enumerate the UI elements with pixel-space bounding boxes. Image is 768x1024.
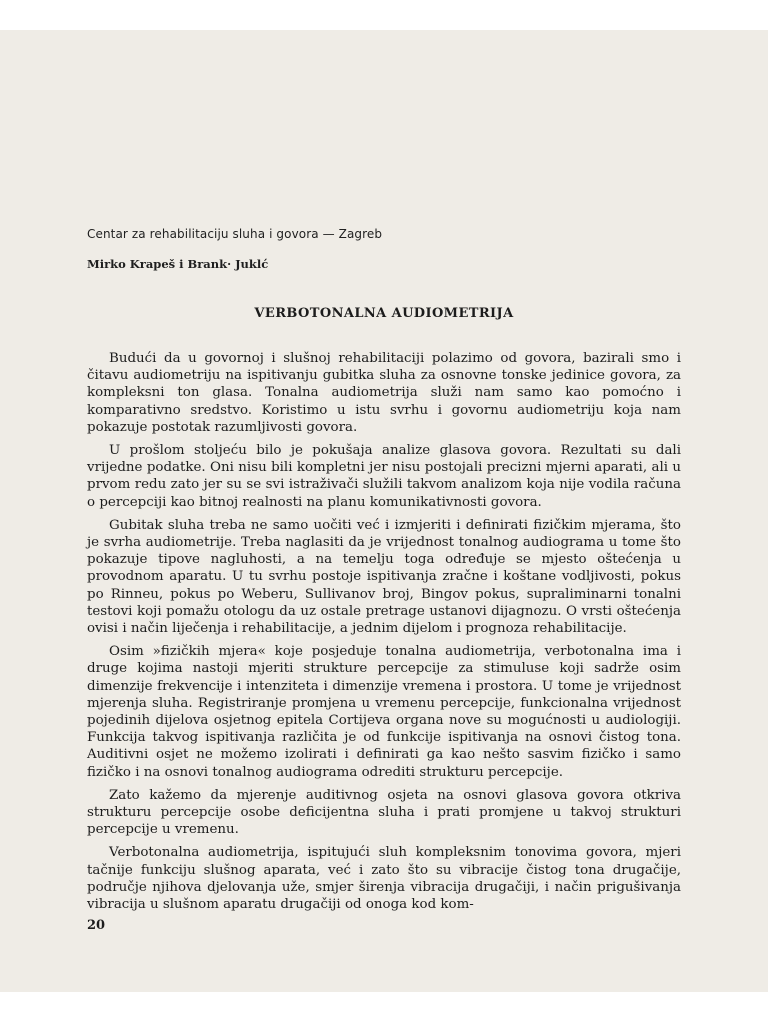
paragraph-6: Verbotonalna audiometrija, ispitujući sluh kompleksnim tonovima govora, mjeri tačnije funkciju slušnog aparata, već i zato što su vibracije čistog tona drugačije, područje njihova djelovanja uže, smjer širenja vibracija drugačiji, i način prigušivanja vibracija u slušnom aparatu drugačiji od onoga kod kom- [87,845,681,913]
page-number: 20 [87,918,106,933]
institution-line: Centar za rehabilitaciju sluha i govora — Zagreb [87,227,383,241]
paragraph-1: Budući da u govornoj i slušnoj rehabilitaciji polazimo od govora, bazirali smo i čitavu audiometriju na ispitivanju gubitka sluha za osnovne tonske jedinice govora, za kompleksni ton glasa. Tonalna audiometrija služi nam samo kao pomoćno i komparativno sredstvo. Koristimo u istu svrhu i govornu audiometriju koja nam pokazuje postotak razumljivosti govora. [87,351,681,435]
article-body [87,350,681,919]
paragraph-5: Zato kažemo da mjerenje auditivnog osjeta na osnovi glasova govora otkriva strukturu percepcije osobe deficijentna sluha i prati promjene u takvoj strukturi percepcije u vremenu. [87,787,681,838]
authors-line: Mirko Krapeš i Brank· Juklć [87,257,269,271]
paragraph-4: Osim »fizičkih mjera« koje posjeduje tonalna audiometrija, verbotonalna ima i druge kojima nastoji mjeriti strukture percepcije za stimuluse koji sadrže osim dimenzije frekvencije i intenziteta i dimenzije vremena i prostora. U tome je vrijednost mjerenja sluha. Registriranje promjena u vremenu percepcije, funkcionalna vrijednost pojedinih dijelova osjetnog epitela Cortijeva organa nove su mogućnosti u audiologiji. Funkcija takvog ispitivanja različita je od funkcije ispitivanja na osnovi čistog tona. Auditivni osjet ne možemo izolirati i definirati ga kao nešto sasvim fizičko i samo fizičko i na osnovi tonalnog audiograma odrediti strukturu percepcije. [87,644,681,780]
page-bottom-margin [0,992,768,1024]
article-title: VERBOTONALNA AUDIOMETRIJA [254,306,514,321]
paragraph-3: Gubitak sluha treba ne samo uočiti već i izmjeriti i definirati fizičkim mjerama, što je svrha audiometrije. Treba naglasiti da je vrijednost tonalnog audiograma u tome što pokazuje tipove nagluhosti, a na temelju toga određuje se mjesto oštećenja u provodnom aparatu. U tu svrhu postoje ispitivanja zračne i koštane vodljivosti, pokus po Rinneu, pokus po Weberu, Sullivanov broj, Bingov pokus, supraliminarni tonalni testovi koji pomažu otologu da uz ostale pretrage ustanovi dijagnozu. O vrsti oštećenja ovisi i način liječenja i rehabilitacije, a jednim dijelom i prognoza rehabilitacije. [87,517,681,637]
paragraph-2: U prošlom stoljeću bilo je pokušaja analize glasova govora. Rezultati su dali vrijedne podatke. Oni nisu bili kompletni jer nisu postojali precizni mjerni aparati, ali u prvom redu zato jer su se svi istraživači služili takvom analizom koja nije vodila računa o percepciji kao bitnoj realnosti na planu komunikativnosti govora. [87,443,681,510]
